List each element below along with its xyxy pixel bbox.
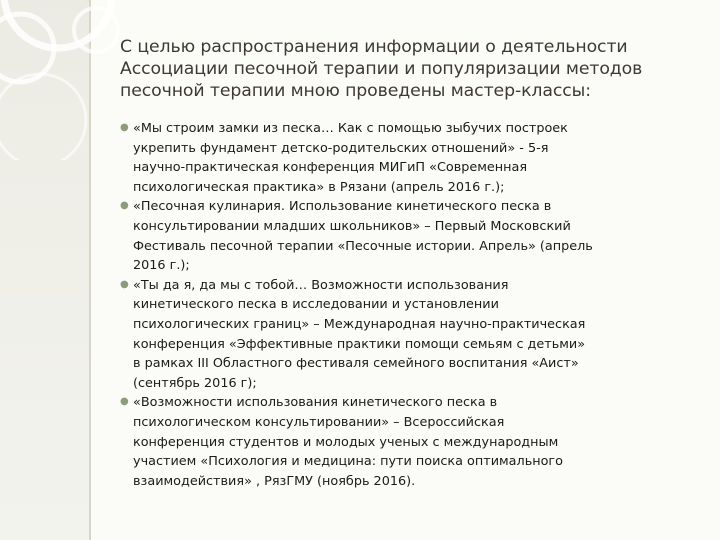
item-text-line: «Возможности использования кинетического песка в [133,395,498,411]
list-item [120,393,705,491]
item-text-line: укрепить фундамент детско-родительских отношений» - 5-я [133,140,549,156]
item-text-line: 2016 г.); [133,258,190,274]
item-text-line: психологическом консультировании» – Всероссийская [133,414,505,430]
title-line: Ассоциации песочной терапии и популяризации методов [120,59,643,79]
list-item [120,197,705,275]
item-text-line: участием «Психология и медицина: пути поиска оптимального [133,454,563,470]
title-line: песочной терапии мною проведены мастер-классы: [120,81,591,101]
title-line: С целью распространения информации о деятельности [120,37,628,57]
workshop-list [120,119,705,491]
item-text-line: психологическая практика» в Рязани (апрель 2016 г.); [133,179,505,195]
bullet-icon: ● [120,396,129,408]
item-text-line: психологических границ» – Международная научно-практическая [133,316,586,332]
item-text-line: кинетического песка в исследовании и установлении [133,297,499,313]
list-item [120,276,705,394]
item-text-line: Фестиваль песочной терапии «Песочные истории. Апрель» (апрель [133,238,593,254]
item-text-line: научно-практическая конференция МИГиП «Современная [133,160,528,176]
item-text-line: «Ты да я, да мы с тобой… Возможности использования [133,277,509,293]
item-text-line: консультировании младших школьников» – Первый Московский [133,218,571,234]
item-text-line: «Мы строим замки из песка… Как с помощью зыбучих построек [133,121,568,136]
item-text-line: взаимодействия» , РязГМУ (ноябрь 2016). [133,473,416,489]
item-text-line: в рамках III Областного фестиваля семейного воспитания «Аист» [133,356,579,372]
list-item [120,119,705,197]
item-text-line: конференция «Эффективные практики помощи семьям с детьми» [133,336,586,352]
bullet-icon: ● [120,122,129,133]
slide-title [120,36,700,102]
item-text-line: (сентябрь 2016 г); [133,375,257,391]
bullet-icon: ● [120,278,129,290]
item-text-line: конференция студентов и молодых ученых с международным [133,434,559,450]
item-text-line: «Песочная кулинария. Использование кинетического песка в [133,199,552,215]
bullet-icon: ● [120,200,129,212]
